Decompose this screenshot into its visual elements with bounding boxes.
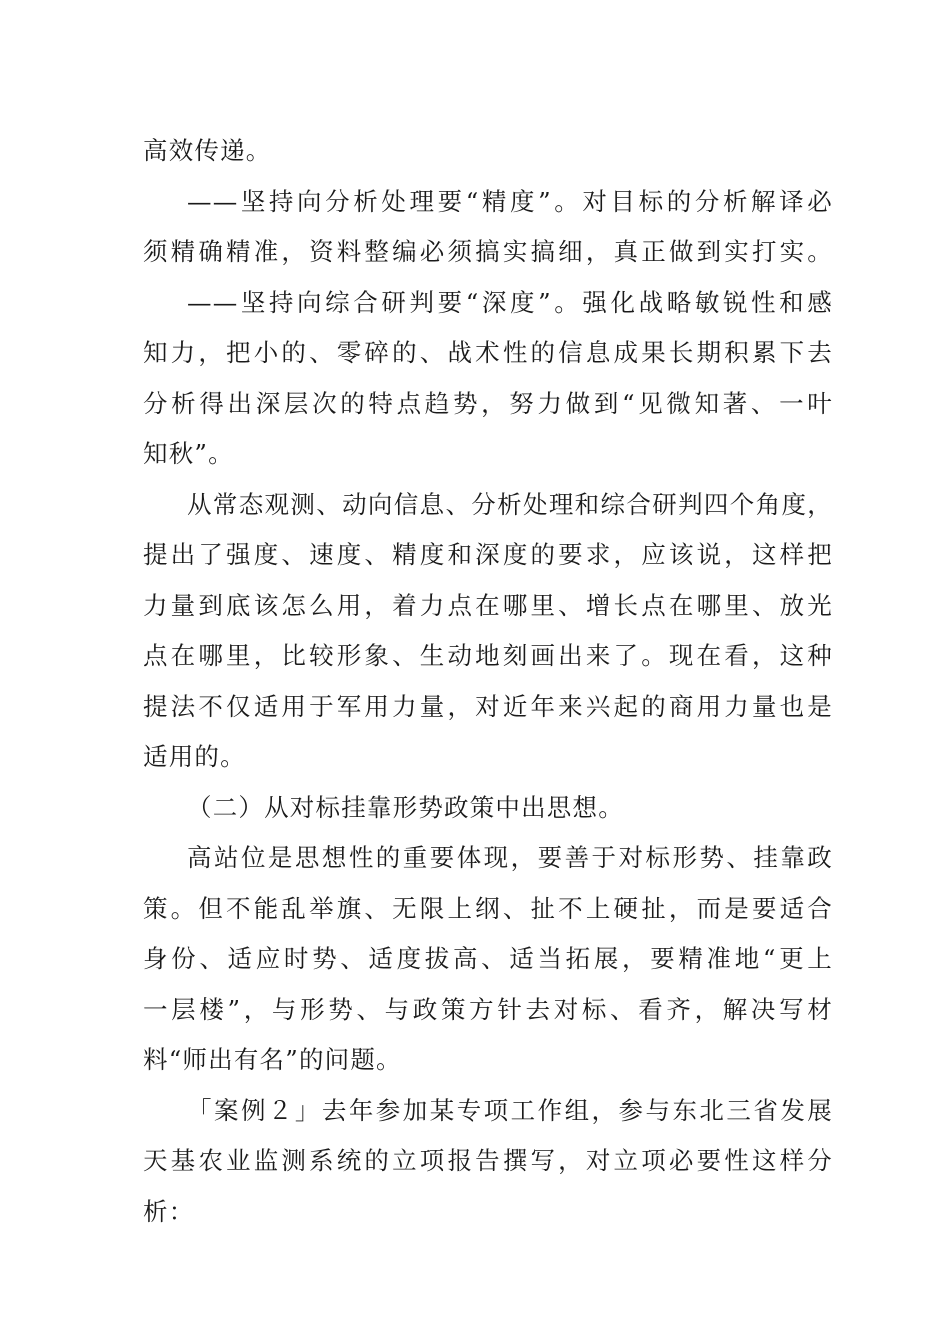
- paragraph-summary-line-1: 从常态观测、动向信息、分析处理和综合研判四个角度，: [187, 489, 833, 519]
- paragraph-position-line-2: 策。但不能乱举旗、无限上纲、扯不上硬扯，而是要适合: [143, 893, 833, 923]
- paragraph-case-line-3: 析：: [143, 1196, 195, 1226]
- paragraph-case-line-1: 「案例２」去年参加某专项工作组，参与东北三省发展: [187, 1095, 833, 1125]
- paragraph-position-line-4: 一层楼”，与形势、与政策方针去对标、看齐，解决写材: [143, 994, 833, 1024]
- paragraph-position-line-3: 身份、适应时势、适度拔高、适当拓展，要精准地“更上: [143, 944, 833, 973]
- paragraph-depth-line-2: 知力，把小的、零碎的、战术性的信息成果长期积累下去: [143, 338, 833, 367]
- paragraph-depth-line-4: 知秋”。: [143, 439, 234, 468]
- paragraph-depth-line-3: 分析得出深层次的特点趋势，努力做到“见微知著、一叶: [143, 388, 833, 418]
- paragraph-summary-line-5: 提法不仅适用于军用力量，对近年来兴起的商用力量也是: [143, 691, 833, 721]
- paragraph-precision-line-2: 须精确精准，资料整编必须搞实搞细，真正做到实打实。: [143, 237, 833, 266]
- body-text: [143, 126, 833, 1237]
- paragraph-summary-line-4: 点在哪里，比较形象、生动地刻画出来了。现在看，这种: [143, 641, 833, 670]
- paragraph-depth-line-1: ——坚持向综合研判要“深度”。强化战略敏锐性和感: [187, 287, 833, 317]
- paragraph-continuation-line: 高效传递。: [143, 136, 272, 165]
- paragraph-summary-line-2: 提出了强度、速度、精度和深度的要求，应该说，这样把: [143, 540, 833, 569]
- section-heading: （二）从对标挂靠形势政策中出思想。: [187, 792, 624, 822]
- paragraph-case-line-2: 天基农业监测系统的立项报告撰写，对立项必要性这样分: [143, 1146, 833, 1175]
- paragraph-summary-line-6: 适用的。: [143, 742, 246, 771]
- paragraph-summary-line-3: 力量到底该怎么用，着力点在哪里、增长点在哪里、放光: [143, 590, 833, 620]
- paragraph-precision-line-1: ——坚持向分析处理要“精度”。对目标的分析解译必: [187, 186, 833, 216]
- paragraph-position-line-5: 料“师出有名”的问题。: [143, 1045, 402, 1074]
- paragraph-position-line-1: 高站位是思想性的重要体现，要善于对标形势、挂靠政: [187, 843, 833, 872]
